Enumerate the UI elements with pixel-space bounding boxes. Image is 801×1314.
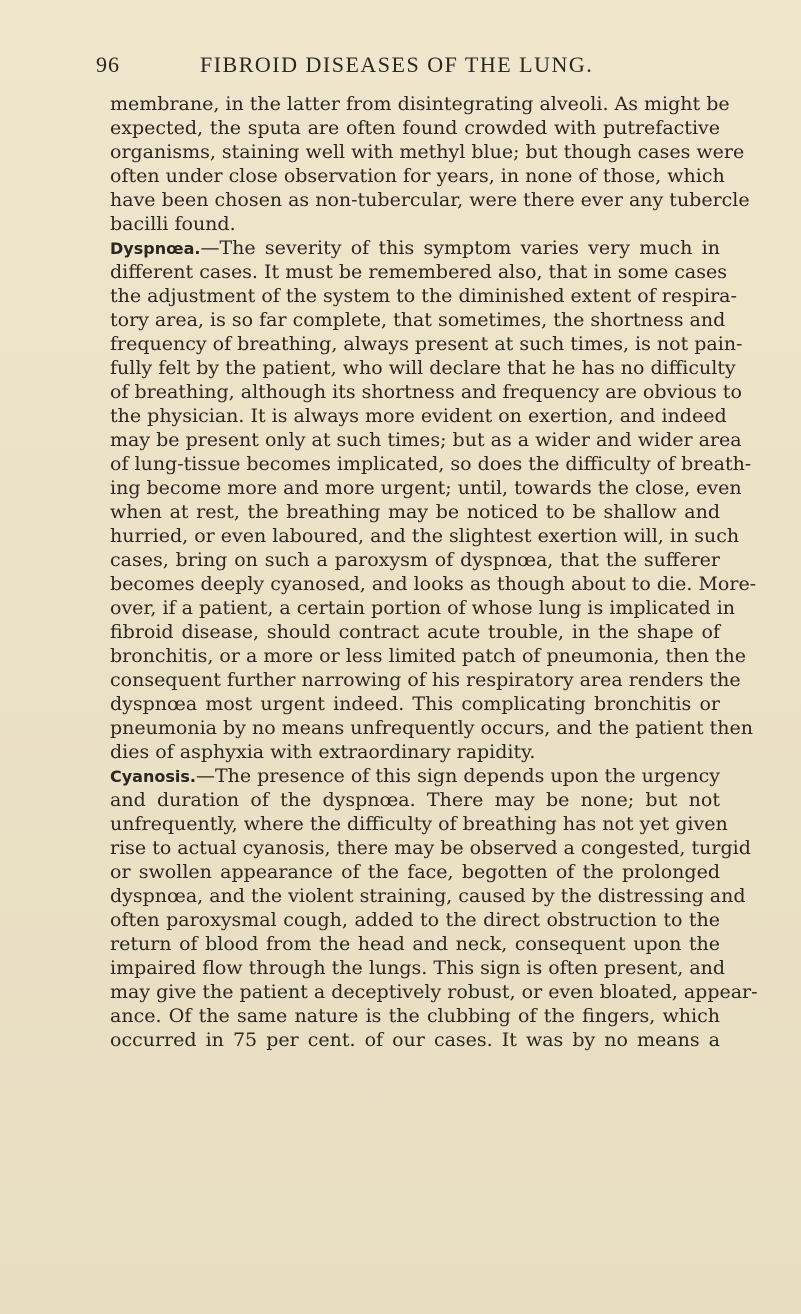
running-head xyxy=(96,52,718,82)
paragraph-start-dyspnoea xyxy=(110,236,720,260)
text-line: unfrequently, where the difficulty of breathing has not yet given xyxy=(110,813,728,835)
section-heading-dyspnoea: Dyspnœa. xyxy=(110,239,201,258)
page-number: 96 xyxy=(96,52,120,77)
text-line: and duration of the dyspnœa. There may be none; but not xyxy=(110,789,720,811)
text-line: the physician. It is always more evident on exertion, and indeed xyxy=(110,405,727,427)
text-line: fully felt by the patient, who will declare that he has no difficulty xyxy=(110,357,736,379)
text-line: return of blood from the head and neck, consequent upon the xyxy=(110,933,720,955)
text-line: expected, the sputa are often found crowded with putrefactive xyxy=(110,117,720,139)
text-line: occurred in 75 per cent. of our cases. It was by no means a xyxy=(110,1029,720,1051)
text-line: —The presence of this sign depends upon the urgency xyxy=(195,765,720,787)
text-line: the adjustment of the system to the diminished extent of respira- xyxy=(110,285,737,307)
paragraph-start-cyanosis xyxy=(110,764,720,788)
text-line: or swollen appearance of the face, begotten of the prolonged xyxy=(110,861,720,883)
text-line: dyspnœa most urgent indeed. This complicating bronchitis or xyxy=(110,693,720,715)
text-line: fibroid disease, should contract acute trouble, in the shape of xyxy=(110,621,720,643)
text-line: dyspnœa, and the violent straining, caused by the distressing and xyxy=(110,885,746,907)
text-line: —The severity of this symptom varies very much in xyxy=(200,237,720,259)
text-line: hurried, or even laboured, and the slightest exertion will, in such xyxy=(110,525,740,547)
text-line: rise to actual cyanosis, there may be observed a congested, turgid xyxy=(110,837,751,859)
text-line: when at rest, the breathing may be noticed to be shallow and xyxy=(110,501,720,523)
body-text xyxy=(110,92,758,1052)
text-line: pneumonia by no means unfrequently occurs, and the patient then xyxy=(110,717,753,739)
text-line: may be present only at such times; but as a wider and wider area xyxy=(110,429,742,451)
text-line: ance. Of the same nature is the clubbing of the fingers, which xyxy=(110,1005,720,1027)
text-line: dies of asphyxia with extraordinary rapidity. xyxy=(110,741,536,763)
text-line: may give the patient a deceptively robust, or even bloated, appear- xyxy=(110,981,758,1003)
text-line: organisms, staining well with methyl blue; but though cases were xyxy=(110,141,745,163)
text-line: impaired flow through the lungs. This sign is often present, and xyxy=(110,957,726,979)
section-heading-cyanosis: Cyanosis. xyxy=(110,767,196,786)
text-line: cases, bring on such a paroxysm of dyspnœa, that the sufferer xyxy=(110,549,720,571)
text-line: have been chosen as non-tubercular, were there ever any tubercle xyxy=(110,189,750,211)
text-line: frequency of breathing, always present at such times, is not pain- xyxy=(110,333,743,355)
text-line: of breathing, although its shortness and frequency are obvious to xyxy=(110,381,742,403)
text-line: bronchitis, or a more or less limited patch of pneumonia, then the xyxy=(110,645,747,667)
text-line: membrane, in the latter from disintegrating alveoli. As might be xyxy=(110,93,730,115)
text-line: different cases. It must be remembered also, that in some cases xyxy=(110,261,727,283)
text-line: often paroxysmal cough, added to the direct obstruction to the xyxy=(110,909,720,931)
running-title: FIBROID DISEASES OF THE LUNG. xyxy=(200,52,594,77)
text-line: tory area, is so far complete, that sometimes, the shortness and xyxy=(110,309,726,331)
text-line: consequent further narrowing of his respiratory area renders the xyxy=(110,669,741,691)
text-line: often under close observation for years, in none of those, which xyxy=(110,165,725,187)
text-line: of lung-tissue becomes implicated, so does the difficulty of breath- xyxy=(110,453,752,475)
text-line: over, if a patient, a certain portion of whose lung is implicated in xyxy=(110,597,736,619)
text-line: ing become more and more urgent; until, towards the close, even xyxy=(110,477,742,499)
text-line: becomes deeply cyanosed, and looks as though about to die. More- xyxy=(110,573,757,595)
text-line: bacilli found. xyxy=(110,213,236,235)
